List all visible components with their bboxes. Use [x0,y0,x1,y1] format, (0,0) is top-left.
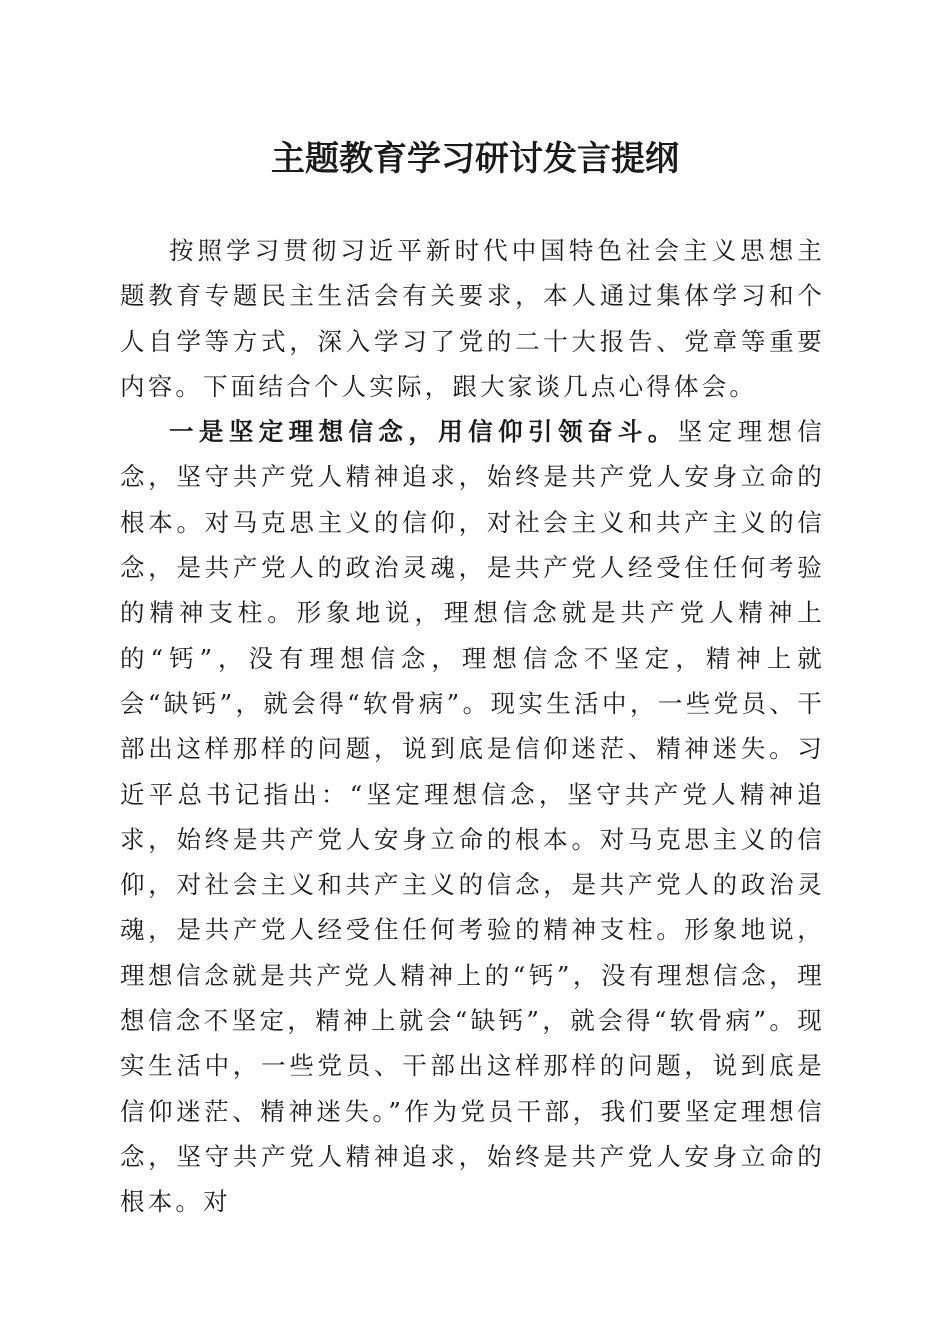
intro-paragraph: 按照学习贯彻习近平新时代中国特色社会主义思想主题教育专题民主生活会有关要求，本人通过集体学习和个人自学等方式，深入学习了党的二十大报告、党章等重要内容。下面结合个人实际，跟大家谈几点心得体会。 [120,236,825,401]
section-1-heading: 一是坚定理想信念，用信仰引领奋斗。 [169,417,678,447]
section-1-body: 坚定理想信念，坚守共产党人精神追求，始终是共产党人安身立命的根本。对马克思主义的信仰，对社会主义和共产主义的信念，是共产党人的政治灵魂，是共产党人经受住任何考验的精神支柱。形象地说，理想信念就是共产党人精神上的“钙”，没有理想信念，理想信念不坚定，精神上就会“缺钙”，就会得“软骨病”。现实生活中，一些党员、干部出这样那样的问题，说到底是信仰迷茫、精神迷失。习近平总书记指出：“坚定理想信念，坚守共产党人精神追求，始终是共产党人安身立命的根本。对马克思主义的信仰，对社会主义和共产主义的信念，是共产党人的政治灵魂，是共产党人经受住任何考验的精神支柱。形象地说，理想信念就是共产党人精神上的“钙”，没有理想信念，理想信念不坚定，精神上就会“缺钙”，就会得“软骨病”。现实生活中，一些党员、干部出这样那样的问题，说到底是信仰迷茫、精神迷失。”作为党员干部，我们要坚定理想信念，坚守共产党人精神追求，始终是共产党人安身立命的根本。对 [120,417,825,1217]
section-1-paragraph [120,409,825,1224]
document-title: 主题教育学习研讨发言提纲 [271,139,679,179]
document-body [120,228,825,1225]
